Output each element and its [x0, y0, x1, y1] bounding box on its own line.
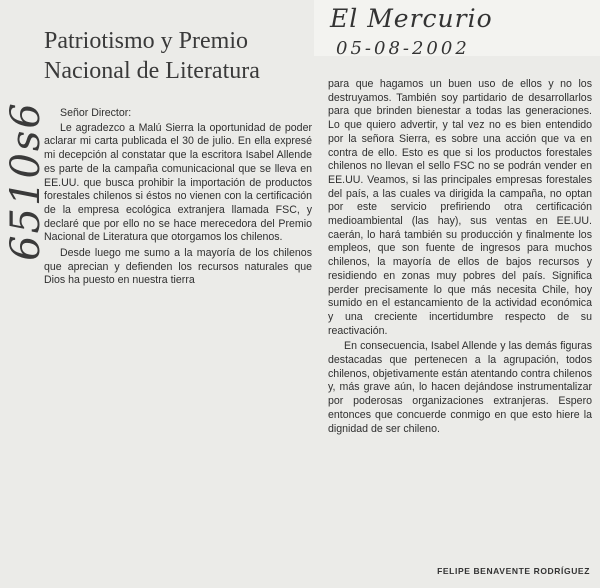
salutation: Señor Director: [60, 107, 132, 119]
article-column-left [44, 107, 312, 288]
archive-number-text: 6510s6 [3, 100, 49, 261]
source-date: 05-08-2002 [336, 38, 470, 59]
handwritten-archive-number [3, 78, 49, 283]
article-column-right [328, 78, 592, 436]
paragraph: Le agradezco a Malú Sierra la oportunidad de poder aclarar mi carta publicada el 30 de julio. En ella expresé mi decepción al constatar que la escritora Isabel Allende es parte de la campaña comunicacional que se lleva en EE.UU. que busca prohibir la importación de productos forestales chilenos si éstos no vienen con la certificación de la empresa ecológica extranjera llamada FSC, y declaré que por ello no se hace merecedora del Premio Nacional de Literatura que otorgamos los chilenos. [44, 121, 312, 244]
author-signature: FELIPE BENAVENTE RODRÍGUEZ [437, 566, 590, 576]
paragraph: para que hagamos un buen uso de ellos y no los destruyamos. También soy partidario de desarrollarlos para que brinden bienestar a todas las generaciones. Lo que quiero advertir, y tal vez no es bien entendido por la señora Sierra, es sobre una acción que va en contra de ello. Esto es que si los productos forestales chilenos no llevan el sello FSC no se podrán vender en EE.UU. Veamos, si las principales empresas forestales del país, a las cuales va dirigida la campaña, no optan por este servicio prefiriendo otra certificación medioambiental (las hay), sus ventas en EE.UU. caerán, lo hará también su producción y finalmente los empleos, que son fuente de ingresos para muchos chilenos, la mayoría de ellos de bajos recursos y residiendo en zonas muy pobres del país. Significa perder precisamente lo que más necesita Chile, hoy sumido en el estancamiento de la actividad económica y una creciente incertidumbre respecto de su reactivación. [328, 78, 592, 337]
paragraph: En consecuencia, Isabel Allende y las demás figuras destacadas que pertenecen a la agrupación, todos chilenos, objetivamente están atentando contra chilenos y, más grave aún, lo hacen dejándose instrumentalizar por poderosas organizaciones extranjeras. Espero entonces que concuerde conmigo en que esto hiere la dignidad de ser chileno. [328, 340, 592, 435]
paragraph: Desde luego me sumo a la mayoría de los chilenos que aprecian y defienden los recursos naturales que Dios ha puesto en nuestra tierra [44, 247, 312, 287]
source-name: El Mercurio [330, 4, 493, 33]
article-headline: Patriotismo y Premio Nacional de Literatura [44, 28, 260, 84]
